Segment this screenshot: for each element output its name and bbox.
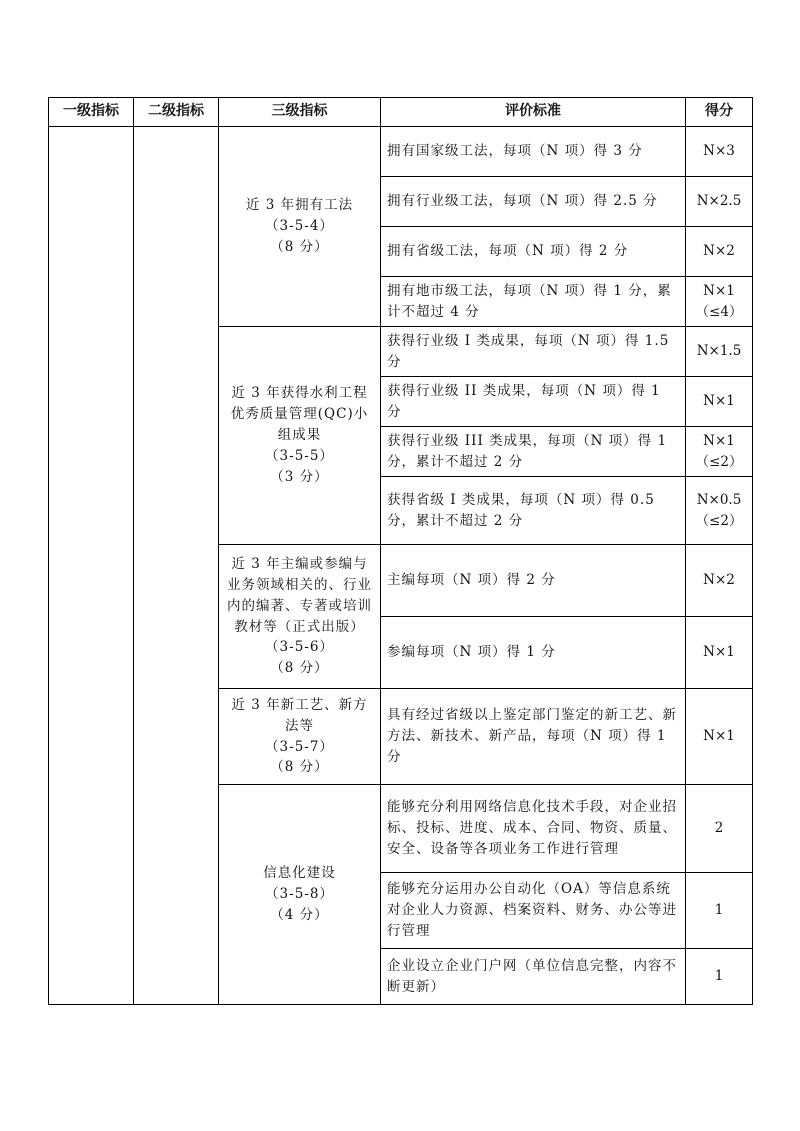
header-level3: 三级指标: [219, 98, 381, 127]
score-cell: 1: [686, 949, 753, 1005]
level2-cell: [134, 127, 219, 1005]
criterion-cell: 能够充分运用办公自动化（OA）等信息系统对企业人力资源、档案资料、财务、办公等进行管理: [381, 873, 686, 949]
level3-cell: 近 3 年拥有工法 （3-5-4） （8 分）: [219, 127, 381, 327]
criterion-cell: 参编每项（N 项）得 1 分: [381, 617, 686, 689]
level3-cell: 近 3 年新工艺、新方法等 （3-5-7） （8 分）: [219, 689, 381, 785]
score-cell: N×1: [686, 617, 753, 689]
level3-cell: 近 3 年获得水利工程优秀质量管理(QC)小组成果 （3-5-5） （3 分）: [219, 327, 381, 545]
criterion-cell: 拥有地市级工法，每项（N 项）得 1 分，累计不超过 4 分: [381, 277, 686, 327]
level3-cell: 近 3 年主编或参编与业务领域相关的、行业内的编著、专著或培训教材等（正式出版） （3-5-6） （8 分）: [219, 545, 381, 689]
level3-cell: 信息化建设 （3-5-8） （4 分）: [219, 785, 381, 1005]
level1-cell: [49, 127, 134, 1005]
header-level1: 一级指标: [49, 98, 134, 127]
header-score: 得分: [686, 98, 753, 127]
header-criteria: 评价标准: [381, 98, 686, 127]
score-cell: N×1: [686, 689, 753, 785]
score-cell: N×2: [686, 545, 753, 617]
criterion-cell: 主编每项（N 项）得 2 分: [381, 545, 686, 617]
criterion-cell: 获得省级 I 类成果，每项（N 项）得 0.5 分，累计不超过 2 分: [381, 477, 686, 545]
criterion-cell: 具有经过省级以上鉴定部门鉴定的新工艺、新方法、新技术、新产品，每项（N 项）得 1 分: [381, 689, 686, 785]
table-row: [49, 127, 753, 177]
score-cell: N×2: [686, 227, 753, 277]
criterion-cell: 能够充分利用网络信息化技术手段，对企业招标、投标、进度、成本、合同、物资、质量、安全、设备等各项业务工作进行管理: [381, 785, 686, 873]
criterion-cell: 获得行业级 III 类成果，每项（N 项）得 1 分，累计不超过 2 分: [381, 427, 686, 477]
criterion-cell: 企业设立企业门户网（单位信息完整，内容不断更新）: [381, 949, 686, 1005]
score-cell: N×1: [686, 377, 753, 427]
evaluation-table: [48, 97, 753, 1005]
criterion-cell: 获得行业级 II 类成果，每项（N 项）得 1 分: [381, 377, 686, 427]
score-cell: N×1 （≤2）: [686, 427, 753, 477]
criterion-cell: 拥有省级工法，每项（N 项）得 2 分: [381, 227, 686, 277]
score-cell: 2: [686, 785, 753, 873]
score-cell: N×0.5 （≤2）: [686, 477, 753, 545]
score-cell: N×1 （≤4）: [686, 277, 753, 327]
header-level2: 二级指标: [134, 98, 219, 127]
score-cell: N×2.5: [686, 177, 753, 227]
score-cell: N×1.5: [686, 327, 753, 377]
score-cell: N×3: [686, 127, 753, 177]
header-row: [49, 98, 753, 127]
score-cell: 1: [686, 873, 753, 949]
criterion-cell: 获得行业级 I 类成果，每项（N 项）得 1.5 分: [381, 327, 686, 377]
criterion-cell: 拥有国家级工法，每项（N 项）得 3 分: [381, 127, 686, 177]
criterion-cell: 拥有行业级工法，每项（N 项）得 2.5 分: [381, 177, 686, 227]
